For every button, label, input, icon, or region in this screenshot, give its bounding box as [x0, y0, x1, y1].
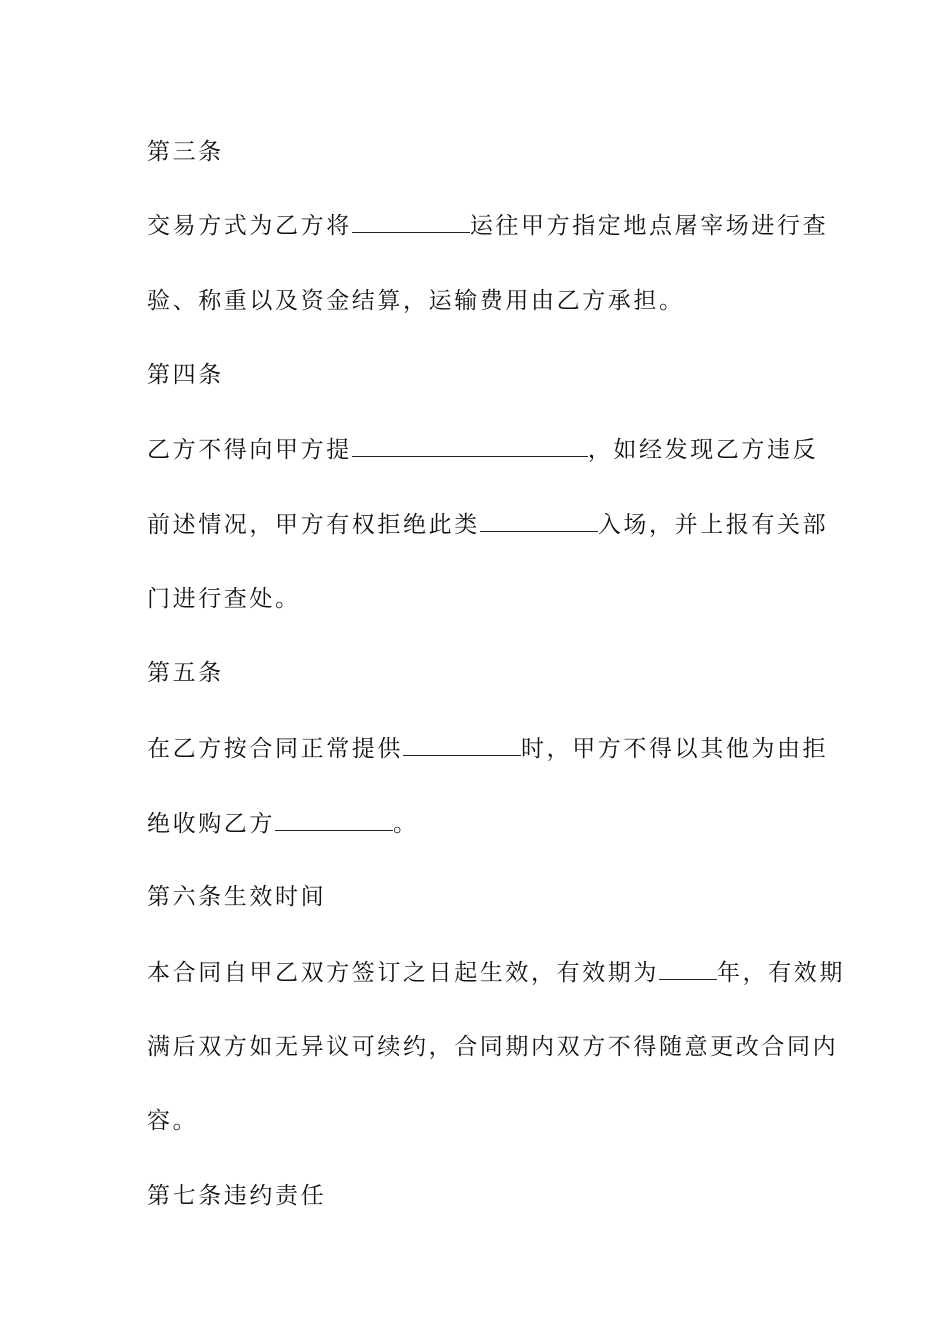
text-segment: 在乙方按合同正常提供 [147, 736, 403, 762]
article-4-line-1 [147, 434, 819, 465]
fill-in-blank [480, 509, 598, 532]
article-5-line-1 [147, 733, 829, 764]
article-7-heading: 第七条违约责任 [147, 1183, 327, 1209]
article-6-line-1 [147, 957, 845, 988]
article-6-heading: 第六条生效时间 [147, 884, 327, 910]
article-3-line-2: 验、称重以及资金结算，运输费用由乙方承担。 [147, 288, 685, 314]
text-segment: 时，甲方不得以其他为由拒 [521, 736, 829, 762]
fill-in-blank [403, 733, 521, 756]
text-segment: 交易方式为乙方将 [147, 213, 352, 239]
article-3-line-1 [147, 210, 829, 241]
text-segment: 入场，并上报有关部 [597, 512, 829, 538]
text-segment: 本合同自甲乙双方签订之日起生效，有效期为 [147, 960, 659, 986]
fill-in-blank [659, 957, 717, 980]
text-segment: ，如经发现乙方违反 [587, 437, 819, 463]
article-6-line-3: 容。 [147, 1108, 199, 1134]
article-3-heading: 第三条 [147, 139, 224, 165]
article-5-heading: 第五条 [147, 660, 224, 686]
text-segment: 运往甲方指定地点屠宰场进行查 [469, 213, 829, 239]
fill-in-blank [352, 210, 470, 233]
text-segment: 前述情况，甲方有权拒绝此类 [147, 512, 480, 538]
article-5-line-2 [147, 808, 807, 839]
article-6-line-2: 满后双方如无异议可续约，合同期内双方不得随意更改合同内 [147, 1034, 839, 1060]
text-segment: 乙方不得向甲方提 [147, 437, 352, 463]
text-segment: 绝收购乙方 [147, 811, 275, 837]
fill-in-blank [275, 808, 393, 831]
article-4-line-2 [147, 509, 829, 540]
article-4-heading: 第四条 [147, 362, 224, 388]
text-segment: 年，有效期 [717, 960, 845, 986]
fill-in-blank [352, 434, 588, 457]
text-segment: 。 [393, 811, 419, 837]
article-4-line-3: 门进行查处。 [147, 586, 301, 612]
